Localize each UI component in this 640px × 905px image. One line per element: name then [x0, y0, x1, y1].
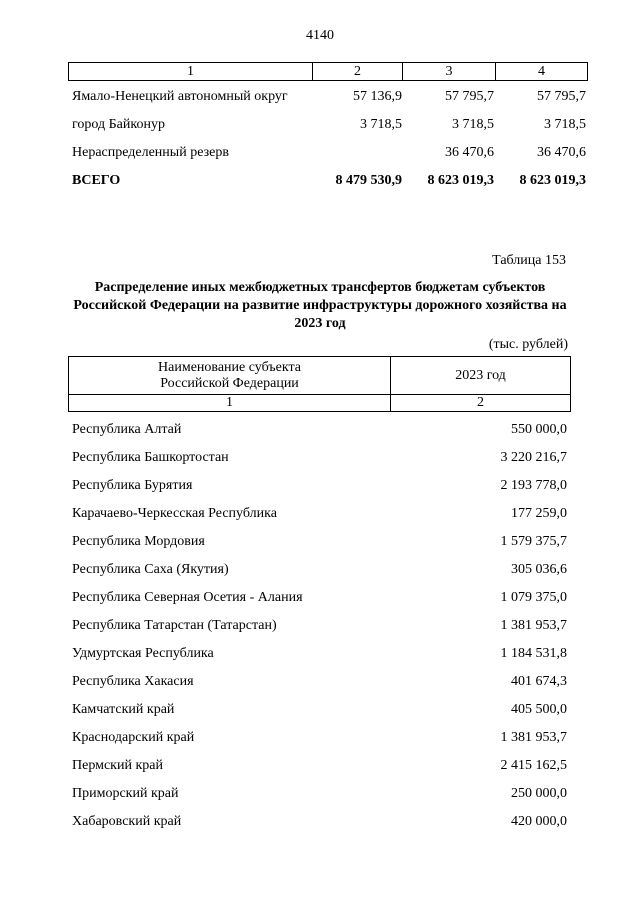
- table-row: [68, 618, 571, 638]
- row-name: ВСЕГО: [72, 173, 121, 188]
- table-row: [68, 450, 571, 470]
- col-year-header: 2023 год: [391, 357, 570, 395]
- row-value: 177 259,0: [511, 506, 567, 521]
- main-table-header: [68, 356, 571, 412]
- row-name: город Байконур: [72, 117, 165, 132]
- table-row: [68, 562, 571, 582]
- row-name: Приморский край: [72, 786, 179, 801]
- top-col-4-num: 4: [495, 63, 587, 80]
- units-label: (тыс. рублей): [488, 337, 568, 352]
- row-value-2023: 36 470,6: [537, 145, 586, 160]
- table-row: [68, 478, 571, 498]
- row-value: 1 184 531,8: [500, 646, 567, 661]
- row-value: 1 079 375,0: [500, 590, 567, 605]
- table-row: [68, 145, 588, 165]
- row-value: 2 193 778,0: [500, 478, 567, 493]
- top-col-2-num: 2: [312, 63, 402, 80]
- table-row: [68, 702, 571, 722]
- table-row: [68, 758, 571, 778]
- row-value-2023: 8 623 019,3: [519, 173, 586, 188]
- table-row: [68, 590, 571, 610]
- table-row: [68, 117, 588, 137]
- page-number: 4140: [306, 28, 334, 43]
- table-row: [68, 646, 571, 666]
- row-name: Республика Саха (Якутия): [72, 562, 229, 577]
- row-value-2023: 3 718,5: [544, 117, 586, 132]
- row-name: Республика Северная Осетия - Алания: [72, 590, 303, 605]
- row-value: 1 579 375,7: [500, 534, 567, 549]
- row-name: Камчатский край: [72, 702, 175, 717]
- table-row: [68, 506, 571, 526]
- table-row: [68, 814, 571, 834]
- col-subject-header-line1: Наименование субъекта: [158, 360, 301, 375]
- table-row: [68, 89, 588, 109]
- row-value: 401 674,3: [511, 674, 567, 689]
- table-label: Таблица 153: [492, 253, 566, 268]
- row-value: 405 500,0: [511, 702, 567, 717]
- row-value-2021: 3 718,5: [360, 117, 402, 132]
- col-subject-header-line2: Российской Федерации: [160, 376, 299, 391]
- row-name: Хабаровский край: [72, 814, 182, 829]
- row-name: Республика Башкортостан: [72, 450, 229, 465]
- row-name: Республика Татарстан (Татарстан): [72, 618, 277, 633]
- row-value: 250 000,0: [511, 786, 567, 801]
- row-name: Нераспределенный резерв: [72, 145, 229, 160]
- row-name: Пермский край: [72, 758, 163, 773]
- col-subject-header: [69, 357, 391, 395]
- row-value: 3 220 216,7: [500, 450, 567, 465]
- row-value: 550 000,0: [511, 422, 567, 437]
- row-value-2022: 8 623 019,3: [427, 173, 494, 188]
- row-value-2022: 36 470,6: [445, 145, 494, 160]
- top-table-header: [68, 62, 588, 81]
- table-title: Распределение иных межбюджетных трансфертов бюджетам субъектов Российской Федерации на развитие инфраструктуры дорожного хозяйства на 2023 год: [73, 280, 567, 331]
- row-value-2023: 57 795,7: [537, 89, 586, 104]
- top-col-1-num: 1: [187, 64, 194, 79]
- row-name: Карачаево-Черкесская Республика: [72, 506, 277, 521]
- table-row: [68, 786, 571, 806]
- row-value: 2 415 162,5: [500, 758, 567, 773]
- row-name: Республика Хакасия: [72, 674, 194, 689]
- top-col-3-num: 3: [402, 63, 495, 80]
- table-row: [68, 674, 571, 694]
- row-value-2022: 3 718,5: [452, 117, 494, 132]
- row-value-2021: 8 479 530,9: [335, 173, 402, 188]
- row-name: Республика Мордовия: [72, 534, 205, 549]
- row-name: Республика Алтай: [72, 422, 182, 437]
- row-name: Ямало-Ненецкий автономный округ: [72, 89, 288, 104]
- row-name: Республика Бурятия: [72, 478, 193, 493]
- col-subject-num: 1: [69, 395, 391, 411]
- table-row: [68, 534, 571, 554]
- row-value: 420 000,0: [511, 814, 567, 829]
- col-year-num: 2: [477, 395, 484, 410]
- row-name: Удмуртская Республика: [72, 646, 214, 661]
- row-value-2022: 57 795,7: [445, 89, 494, 104]
- row-value-2021: 57 136,9: [353, 89, 402, 104]
- table-row: [68, 730, 571, 750]
- row-value: 305 036,6: [511, 562, 567, 577]
- row-name: Краснодарский край: [72, 730, 195, 745]
- total-row: [68, 173, 588, 193]
- row-value: 1 381 953,7: [500, 730, 567, 745]
- table-row: [68, 422, 571, 442]
- row-value: 1 381 953,7: [500, 618, 567, 633]
